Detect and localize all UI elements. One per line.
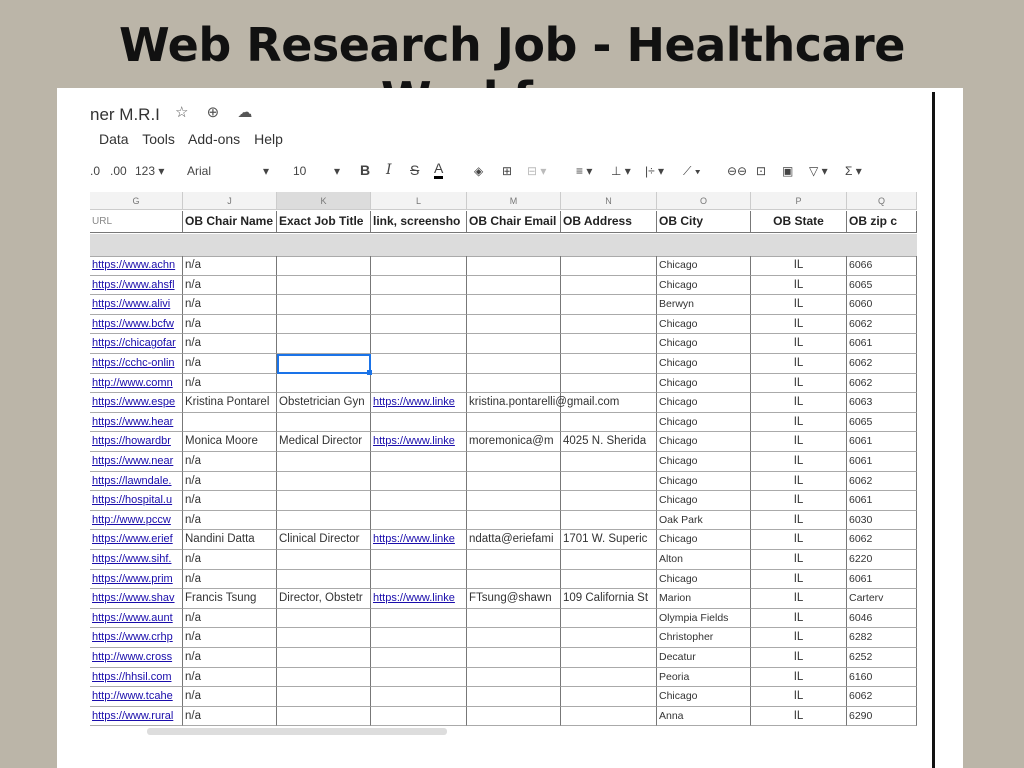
fill-color-icon[interactable]: ◈ xyxy=(474,164,484,178)
cell-ob-chair-name[interactable] xyxy=(183,413,277,433)
cell-ob-address[interactable]: 109 California St xyxy=(561,589,657,609)
cell-ob-city[interactable]: Olympia Fields xyxy=(657,609,751,629)
cell-ob-chair-email[interactable] xyxy=(467,609,561,629)
cell-url[interactable]: https://hhsil.com xyxy=(90,668,183,688)
cell-exact-job-title[interactable] xyxy=(277,354,371,374)
cell-url[interactable]: https://cchc-onlin xyxy=(90,354,183,374)
menu-add-ons[interactable]: Add-ons xyxy=(188,131,241,147)
cell-ob-chair-email[interactable] xyxy=(467,315,561,335)
cell-linkedin-link[interactable] xyxy=(371,550,467,570)
insert-chart-icon[interactable]: ▣ xyxy=(782,164,794,178)
text-wrap-icon[interactable]: |÷ ▾ xyxy=(645,164,665,178)
header-ob-state[interactable]: OB State xyxy=(751,211,847,233)
cell-linkedin-link[interactable] xyxy=(371,707,467,727)
gray-separator-row[interactable] xyxy=(90,234,917,257)
cell-ob-chair-name[interactable]: n/a xyxy=(183,374,277,394)
cell-ob-zip[interactable]: 6061 xyxy=(847,491,917,511)
cell-ob-zip[interactable]: 6046 xyxy=(847,609,917,629)
header-exact-job-title[interactable]: Exact Job Title xyxy=(277,211,371,233)
cell-exact-job-title[interactable] xyxy=(277,413,371,433)
cell-ob-zip[interactable]: 6030 xyxy=(847,511,917,531)
cell-url[interactable]: https://www.prim xyxy=(90,570,183,590)
cell-ob-address[interactable] xyxy=(561,648,657,668)
cell-ob-chair-name[interactable]: n/a xyxy=(183,452,277,472)
cell-ob-city[interactable]: Chicago xyxy=(657,570,751,590)
cell-ob-chair-email[interactable] xyxy=(467,687,561,707)
chevron-down-icon[interactable]: ▾ xyxy=(263,164,270,178)
cell-ob-city[interactable]: Marion xyxy=(657,589,751,609)
column-header-m[interactable]: M xyxy=(467,192,561,210)
cell-linkedin-link[interactable] xyxy=(371,628,467,648)
cell-ob-chair-email[interactable] xyxy=(467,491,561,511)
cell-ob-chair-email[interactable] xyxy=(467,707,561,727)
cell-ob-city[interactable]: Chicago xyxy=(657,374,751,394)
cell-ob-state[interactable]: IL xyxy=(751,511,847,531)
column-header-g[interactable]: G xyxy=(90,192,183,210)
cell-ob-address[interactable] xyxy=(561,295,657,315)
cell-ob-state[interactable]: IL xyxy=(751,315,847,335)
cell-ob-chair-email[interactable] xyxy=(467,570,561,590)
cell-url[interactable]: https://lawndale. xyxy=(90,472,183,492)
header-ob-chair-email[interactable]: OB Chair Email xyxy=(467,211,561,233)
font-family-dropdown[interactable]: Arial xyxy=(187,164,212,178)
cell-ob-chair-email[interactable]: kristina.pontarelli@gmail.com xyxy=(467,393,561,413)
cell-ob-city[interactable]: Chicago xyxy=(657,276,751,296)
cell-ob-zip[interactable]: 6061 xyxy=(847,432,917,452)
cell-ob-zip[interactable]: Carterv xyxy=(847,589,917,609)
cell-ob-chair-email[interactable] xyxy=(467,256,561,276)
cell-linkedin-link[interactable] xyxy=(371,374,467,394)
cell-ob-zip[interactable]: 6061 xyxy=(847,452,917,472)
cell-exact-job-title[interactable] xyxy=(277,687,371,707)
cell-ob-chair-name[interactable]: n/a xyxy=(183,276,277,296)
text-rotation-icon[interactable]: ⟋ ▾ xyxy=(683,164,701,178)
cell-url[interactable]: https://chicagofar xyxy=(90,334,183,354)
column-header-n[interactable]: N xyxy=(561,192,657,210)
cell-ob-chair-name[interactable]: n/a xyxy=(183,628,277,648)
cell-url[interactable]: https://www.rural xyxy=(90,707,183,727)
cell-ob-state[interactable]: IL xyxy=(751,432,847,452)
cell-ob-state[interactable]: IL xyxy=(751,374,847,394)
cell-ob-city[interactable]: Chicago xyxy=(657,256,751,276)
column-header-q[interactable]: Q xyxy=(847,192,917,210)
cell-ob-city[interactable]: Christopher xyxy=(657,628,751,648)
cell-ob-address[interactable] xyxy=(561,707,657,727)
cell-exact-job-title[interactable] xyxy=(277,315,371,335)
cell-ob-city[interactable]: Chicago xyxy=(657,432,751,452)
cell-ob-chair-name[interactable]: n/a xyxy=(183,256,277,276)
cell-ob-zip[interactable]: 6160 xyxy=(847,668,917,688)
header-ob-address[interactable]: OB Address xyxy=(561,211,657,233)
cell-url[interactable]: https://www.near xyxy=(90,452,183,472)
column-header-l[interactable]: L xyxy=(371,192,467,210)
cell-linkedin-link[interactable] xyxy=(371,354,467,374)
cell-url[interactable]: https://www.espe xyxy=(90,393,183,413)
filter-icon[interactable]: ▽ ▾ xyxy=(809,164,828,178)
cell-ob-zip[interactable]: 6062 xyxy=(847,374,917,394)
cell-ob-zip[interactable]: 6061 xyxy=(847,334,917,354)
column-header-o[interactable]: O xyxy=(657,192,751,210)
bold-button[interactable]: B xyxy=(360,162,371,178)
cell-ob-chair-name[interactable]: n/a xyxy=(183,609,277,629)
cell-ob-zip[interactable]: 6062 xyxy=(847,315,917,335)
cell-ob-address[interactable] xyxy=(561,354,657,374)
header-url[interactable]: URL xyxy=(90,211,183,233)
cell-linkedin-link[interactable] xyxy=(371,472,467,492)
cell-linkedin-link[interactable]: https://www.linke xyxy=(371,530,467,550)
cell-ob-zip[interactable]: 6062 xyxy=(847,472,917,492)
cell-ob-city[interactable]: Decatur xyxy=(657,648,751,668)
cell-ob-address[interactable] xyxy=(561,315,657,335)
cell-ob-city[interactable]: Chicago xyxy=(657,472,751,492)
cell-ob-chair-name[interactable]: n/a xyxy=(183,472,277,492)
cell-ob-address[interactable] xyxy=(561,687,657,707)
cell-ob-zip[interactable]: 6066 xyxy=(847,256,917,276)
cell-ob-city[interactable]: Chicago xyxy=(657,354,751,374)
cell-ob-zip[interactable]: 6062 xyxy=(847,687,917,707)
cell-ob-state[interactable]: IL xyxy=(751,452,847,472)
cell-url[interactable]: http://www.tcahe xyxy=(90,687,183,707)
cell-ob-zip[interactable]: 6282 xyxy=(847,628,917,648)
cell-linkedin-link[interactable]: https://www.linke xyxy=(371,589,467,609)
header-linkedin-link[interactable]: link, screensho xyxy=(371,211,467,233)
cell-ob-chair-name[interactable]: n/a xyxy=(183,707,277,727)
cell-ob-zip[interactable]: 6220 xyxy=(847,550,917,570)
cell-url[interactable]: http://www.cross xyxy=(90,648,183,668)
cell-ob-state[interactable]: IL xyxy=(751,276,847,296)
cell-url[interactable]: https://www.erief xyxy=(90,530,183,550)
cell-exact-job-title[interactable] xyxy=(277,570,371,590)
cell-exact-job-title[interactable] xyxy=(277,628,371,648)
cell-ob-chair-name[interactable]: n/a xyxy=(183,668,277,688)
cell-exact-job-title[interactable] xyxy=(277,452,371,472)
cell-exact-job-title[interactable] xyxy=(277,295,371,315)
cell-exact-job-title[interactable] xyxy=(277,707,371,727)
cell-ob-zip[interactable]: 6063 xyxy=(847,393,917,413)
cell-linkedin-link[interactable] xyxy=(371,491,467,511)
cell-ob-chair-name[interactable]: n/a xyxy=(183,354,277,374)
cell-ob-address[interactable] xyxy=(561,628,657,648)
cell-ob-state[interactable]: IL xyxy=(751,413,847,433)
cell-url[interactable]: http://www.comn xyxy=(90,374,183,394)
horizontal-align-icon[interactable]: ≡ ▾ xyxy=(576,164,593,178)
cell-ob-state[interactable]: IL xyxy=(751,491,847,511)
cell-ob-city[interactable]: Chicago xyxy=(657,530,751,550)
vertical-align-icon[interactable]: ⊥ ▾ xyxy=(611,164,631,178)
cell-url[interactable]: https://www.ahsfl xyxy=(90,276,183,296)
cell-ob-city[interactable]: Chicago xyxy=(657,393,751,413)
number-format-dropdown[interactable]: 123 ▾ xyxy=(135,164,165,178)
cell-ob-chair-name[interactable]: n/a xyxy=(183,334,277,354)
cell-ob-chair-name[interactable]: Kristina Pontarel xyxy=(183,393,277,413)
cell-url[interactable]: https://howardbr xyxy=(90,432,183,452)
cell-ob-state[interactable]: IL xyxy=(751,393,847,413)
cell-linkedin-link[interactable] xyxy=(371,413,467,433)
cell-ob-city[interactable]: Chicago xyxy=(657,334,751,354)
cell-ob-state[interactable]: IL xyxy=(751,687,847,707)
cell-url[interactable]: https://www.alivi xyxy=(90,295,183,315)
column-header-p[interactable]: P xyxy=(751,192,847,210)
cell-ob-address[interactable] xyxy=(561,393,657,413)
cell-ob-chair-name[interactable]: Francis Tsung xyxy=(183,589,277,609)
spreadsheet-screenshot xyxy=(57,88,963,768)
insert-link-icon[interactable]: ⊖⊖ xyxy=(727,164,748,178)
cell-ob-state[interactable]: IL xyxy=(751,256,847,276)
cell-exact-job-title[interactable] xyxy=(277,374,371,394)
cell-ob-zip[interactable]: 6065 xyxy=(847,413,917,433)
font-size-dropdown[interactable]: 10 xyxy=(293,164,307,178)
header-ob-city[interactable]: OB City xyxy=(657,211,751,233)
cell-ob-state[interactable]: IL xyxy=(751,609,847,629)
cell-exact-job-title[interactable] xyxy=(277,334,371,354)
increase-decimal-button[interactable]: .00 xyxy=(110,164,127,178)
cell-ob-address[interactable] xyxy=(561,472,657,492)
cell-ob-chair-name[interactable]: Nandini Datta xyxy=(183,530,277,550)
cell-ob-chair-name[interactable]: n/a xyxy=(183,550,277,570)
cell-linkedin-link[interactable]: https://www.linke xyxy=(371,432,467,452)
cell-ob-address[interactable] xyxy=(561,374,657,394)
cell-ob-state[interactable]: IL xyxy=(751,530,847,550)
cell-exact-job-title[interactable]: Director, Obstetr xyxy=(277,589,371,609)
cell-ob-state[interactable]: IL xyxy=(751,628,847,648)
cell-ob-state[interactable]: IL xyxy=(751,354,847,374)
cell-ob-city[interactable]: Berwyn xyxy=(657,295,751,315)
cell-linkedin-link[interactable] xyxy=(371,648,467,668)
cell-ob-zip[interactable]: 6062 xyxy=(847,530,917,550)
menu-help[interactable]: Help xyxy=(254,131,283,147)
cell-ob-state[interactable]: IL xyxy=(751,550,847,570)
cell-ob-address[interactable] xyxy=(561,511,657,531)
cell-ob-city[interactable]: Chicago xyxy=(657,491,751,511)
cloud-icon[interactable]: ☁ xyxy=(237,104,253,121)
merge-cells-icon[interactable]: ⊟ ▾ xyxy=(527,164,547,178)
cell-ob-chair-name[interactable]: n/a xyxy=(183,491,277,511)
cell-ob-address[interactable]: 4025 N. Sherida xyxy=(561,432,657,452)
cell-ob-address[interactable]: 1701 W. Superic xyxy=(561,530,657,550)
cell-ob-chair-name[interactable]: Monica Moore xyxy=(183,432,277,452)
document-title[interactable]: ner M.R.I xyxy=(90,105,160,124)
cell-url[interactable]: http://www.pccw xyxy=(90,511,183,531)
cell-ob-city[interactable]: Chicago xyxy=(657,687,751,707)
cell-exact-job-title[interactable] xyxy=(277,491,371,511)
cell-ob-chair-email[interactable] xyxy=(467,511,561,531)
cell-ob-zip[interactable]: 6062 xyxy=(847,354,917,374)
cell-linkedin-link[interactable] xyxy=(371,570,467,590)
star-icon[interactable]: ☆ xyxy=(175,104,189,121)
cell-ob-chair-email[interactable]: ndatta@eriefami xyxy=(467,530,561,550)
cell-exact-job-title[interactable]: Clinical Director xyxy=(277,530,371,550)
cell-url[interactable]: https://www.hear xyxy=(90,413,183,433)
text-color-button[interactable]: A xyxy=(434,161,443,179)
cell-url[interactable]: https://hospital.u xyxy=(90,491,183,511)
cell-ob-address[interactable] xyxy=(561,452,657,472)
cell-linkedin-link[interactable] xyxy=(371,687,467,707)
cell-exact-job-title[interactable]: Medical Director xyxy=(277,432,371,452)
cell-ob-state[interactable]: IL xyxy=(751,707,847,727)
cell-ob-chair-email[interactable] xyxy=(467,628,561,648)
cell-exact-job-title[interactable] xyxy=(277,550,371,570)
cell-exact-job-title[interactable] xyxy=(277,511,371,531)
move-icon[interactable]: ⊕ xyxy=(206,104,220,121)
cell-ob-state[interactable]: IL xyxy=(751,589,847,609)
cell-ob-address[interactable] xyxy=(561,413,657,433)
cell-linkedin-link[interactable] xyxy=(371,295,467,315)
cell-ob-chair-name[interactable]: n/a xyxy=(183,511,277,531)
cell-ob-chair-email[interactable] xyxy=(467,668,561,688)
cell-ob-address[interactable] xyxy=(561,570,657,590)
cell-linkedin-link[interactable] xyxy=(371,315,467,335)
insert-comment-icon[interactable]: ⊡ xyxy=(756,164,767,178)
cell-ob-zip[interactable]: 6252 xyxy=(847,648,917,668)
cell-exact-job-title[interactable] xyxy=(277,256,371,276)
horizontal-scrollbar[interactable] xyxy=(147,728,447,735)
italic-button[interactable]: I xyxy=(386,162,392,178)
cell-ob-zip[interactable]: 6065 xyxy=(847,276,917,296)
cell-ob-chair-email[interactable] xyxy=(467,413,561,433)
menu-bar xyxy=(99,131,293,147)
cell-url[interactable]: https://www.achn xyxy=(90,256,183,276)
cell-ob-zip[interactable]: 6061 xyxy=(847,570,917,590)
cell-ob-chair-name[interactable]: n/a xyxy=(183,648,277,668)
functions-icon[interactable]: Σ ▾ xyxy=(845,164,862,178)
cell-ob-state[interactable]: IL xyxy=(751,648,847,668)
cell-ob-chair-email[interactable] xyxy=(467,472,561,492)
cell-ob-state[interactable]: IL xyxy=(751,295,847,315)
toolbar xyxy=(90,160,950,186)
cell-ob-city[interactable]: Chicago xyxy=(657,413,751,433)
cell-ob-address[interactable] xyxy=(561,334,657,354)
header-ob-chair-name[interactable]: OB Chair Name xyxy=(183,211,277,233)
cell-ob-chair-name[interactable]: n/a xyxy=(183,570,277,590)
cell-ob-state[interactable]: IL xyxy=(751,472,847,492)
cell-ob-address[interactable] xyxy=(561,550,657,570)
cell-ob-address[interactable] xyxy=(561,276,657,296)
cell-ob-address[interactable] xyxy=(561,256,657,276)
cell-exact-job-title[interactable] xyxy=(277,609,371,629)
menu-tools[interactable]: Tools xyxy=(142,131,175,147)
cell-ob-city[interactable]: Oak Park xyxy=(657,511,751,531)
cell-ob-state[interactable]: IL xyxy=(751,570,847,590)
cell-ob-zip[interactable]: 6290 xyxy=(847,707,917,727)
cell-linkedin-link[interactable] xyxy=(371,256,467,276)
cell-linkedin-link[interactable] xyxy=(371,276,467,296)
cell-exact-job-title[interactable] xyxy=(277,276,371,296)
column-header-j[interactable]: J xyxy=(183,192,277,210)
cell-ob-chair-email[interactable] xyxy=(467,452,561,472)
cell-ob-chair-name[interactable]: n/a xyxy=(183,687,277,707)
cell-ob-zip[interactable]: 6060 xyxy=(847,295,917,315)
decrease-decimal-button[interactable]: .0 xyxy=(90,164,101,178)
cell-url[interactable]: https://www.crhp xyxy=(90,628,183,648)
title-icons xyxy=(175,103,266,121)
chevron-down-icon[interactable]: ▾ xyxy=(334,164,341,178)
cell-ob-chair-email[interactable] xyxy=(467,334,561,354)
cell-linkedin-link[interactable] xyxy=(371,334,467,354)
cell-url[interactable]: https://www.sihf. xyxy=(90,550,183,570)
cell-linkedin-link[interactable] xyxy=(371,511,467,531)
cell-exact-job-title[interactable] xyxy=(277,668,371,688)
cell-linkedin-link[interactable] xyxy=(371,452,467,472)
screenshot-border xyxy=(932,92,935,768)
slide-title: Web Research Job - Healthcare xyxy=(119,18,905,72)
cell-ob-chair-email[interactable] xyxy=(467,648,561,668)
cell-exact-job-title[interactable]: Obstetrician Gyn xyxy=(277,393,371,413)
cell-ob-state[interactable]: IL xyxy=(751,334,847,354)
cell-ob-address[interactable] xyxy=(561,491,657,511)
cell-ob-state[interactable]: IL xyxy=(751,668,847,688)
cell-ob-address[interactable] xyxy=(561,609,657,629)
selection-fill-handle[interactable] xyxy=(367,370,372,375)
cell-url[interactable]: https://www.shav xyxy=(90,589,183,609)
cell-ob-address[interactable] xyxy=(561,668,657,688)
cell-linkedin-link[interactable] xyxy=(371,609,467,629)
cell-ob-chair-email[interactable] xyxy=(467,276,561,296)
cell-url[interactable]: https://www.bcfw xyxy=(90,315,183,335)
cell-ob-city[interactable]: Chicago xyxy=(657,315,751,335)
column-header-k[interactable]: K xyxy=(277,192,371,210)
cell-ob-city[interactable]: Chicago xyxy=(657,452,751,472)
cell-url[interactable]: https://www.aunt xyxy=(90,609,183,629)
cell-ob-chair-email[interactable] xyxy=(467,550,561,570)
borders-icon[interactable]: ⊞ xyxy=(502,164,513,178)
cell-linkedin-link[interactable]: https://www.linke xyxy=(371,393,467,413)
menu-data[interactable]: Data xyxy=(99,131,129,147)
cell-exact-job-title[interactable] xyxy=(277,648,371,668)
cell-ob-chair-email[interactable]: moremonica@m xyxy=(467,432,561,452)
cell-ob-city[interactable]: Alton xyxy=(657,550,751,570)
cell-linkedin-link[interactable] xyxy=(371,668,467,688)
cell-ob-city[interactable]: Peoria xyxy=(657,668,751,688)
cell-ob-chair-email[interactable]: FTsung@shawn xyxy=(467,589,561,609)
header-ob-zip[interactable]: OB zip c xyxy=(847,211,917,233)
cell-ob-chair-name[interactable]: n/a xyxy=(183,315,277,335)
cell-ob-chair-name[interactable]: n/a xyxy=(183,295,277,315)
strikethrough-button[interactable]: S xyxy=(410,162,420,178)
cell-exact-job-title[interactable] xyxy=(277,472,371,492)
cell-ob-chair-email[interactable] xyxy=(467,374,561,394)
cell-ob-chair-email[interactable] xyxy=(467,295,561,315)
cell-ob-city[interactable]: Anna xyxy=(657,707,751,727)
cell-ob-chair-email[interactable] xyxy=(467,354,561,374)
